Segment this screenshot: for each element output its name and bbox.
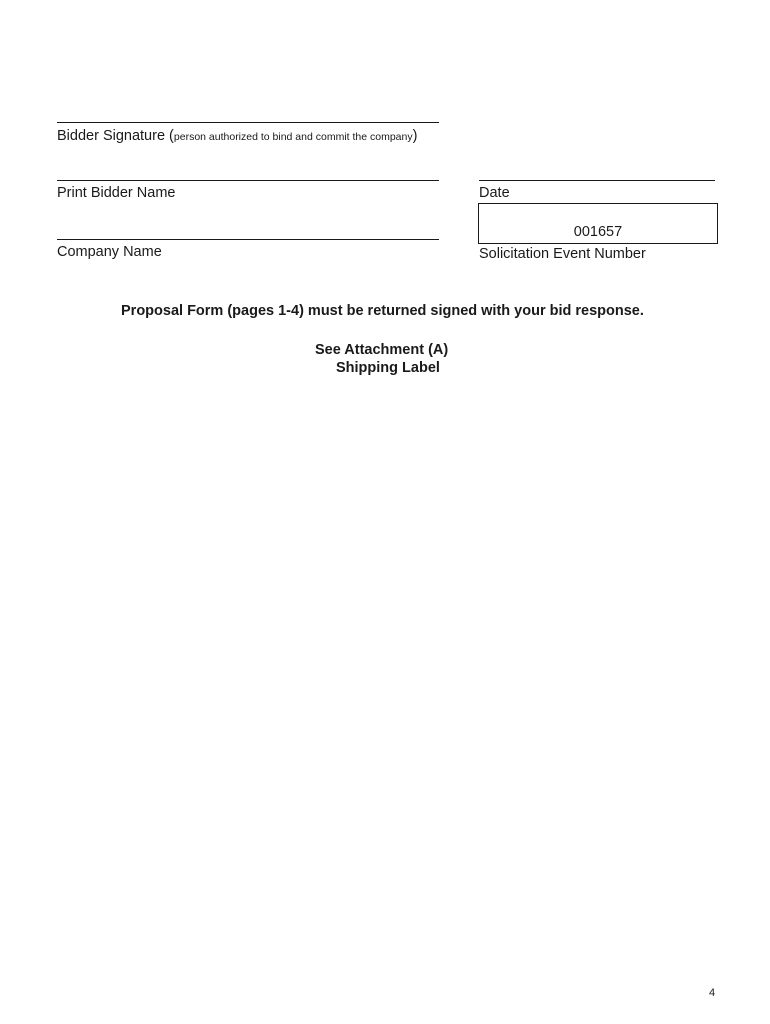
company-name-line[interactable] [57,239,439,240]
attachment-reference: See Attachment (A) [315,342,449,358]
date-label: Date [479,185,510,201]
bidder-signature-label: Bidder Signature [57,128,166,144]
print-bidder-name-label: Print Bidder Name [57,185,176,201]
bidder-signature-close-paren: ) [412,128,418,144]
solicitation-event-number-value: 001657 [573,224,623,240]
bidder-signature-note: person authorized to bind and commit the company [173,131,413,143]
date-line[interactable] [479,180,715,181]
page-number: 4 [709,987,716,999]
proposal-return-notice: Proposal Form (pages 1-4) must be returned signed with your bid response. [121,303,644,319]
company-name-label: Company Name [57,244,162,260]
bidder-signature-label-row [57,127,417,146]
solicitation-event-number-label: Solicitation Event Number [479,246,646,262]
shipping-label-reference: Shipping Label [336,360,440,376]
bidder-signature-line[interactable] [57,122,439,123]
print-bidder-name-line[interactable] [57,180,439,181]
bidder-signature-open-paren: ( [169,128,174,144]
